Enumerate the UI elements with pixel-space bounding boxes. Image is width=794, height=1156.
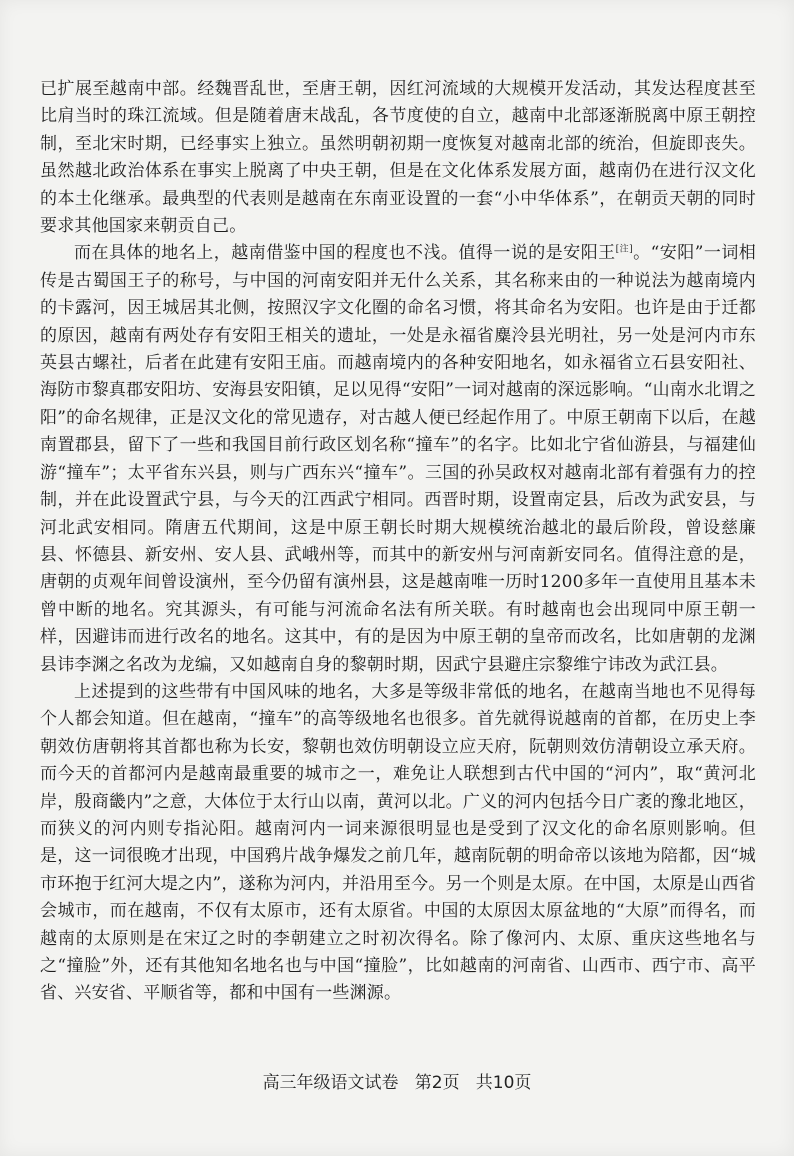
page-footer: 高三年级语文试卷 第2页 共10页 xyxy=(262,1073,532,1093)
paragraph-2-body: 。“安阳”一词相传是古蜀国王子的称号，与中国的河南安阳并无什么关系，其名称来由的一种说法为越南境内的卡露河，因王城居其北侧，按照汉字文化圈的命名习惯，将其命名为安阳。也许是由于迁都的原因，越南有两处存有安阳王相关的遗址，一处是永福省麋泠县光明社，另一处是河内市东英县古螺社，后者在此建有安阳王庙。而越南境内的各种安阳地名，如永福省立石县安阳社、海防市黎真郡安阳坊、安海县安阳镇，足以见得“安阳”一词对越南的深远影响。“山南水北谓之阳”的命名规律，正是汉文化的常见遗存，对古越人便已经起作用了。中原王朝南下以后，在越南置郡县，留下了一些和我国目前行政区划名称“撞车”的名字。比如北宁省仙游县，与福建仙游“撞车”；太平省东兴县，则与广西东兴“撞车”。三国的孙吴政权对越南北部有着强有力的控制，并在此设置武宁县，与今天的江西武宁相同。西晋时期，设置南定县，后改为武安县，与河北武安相同。隋唐五代期间，这是中原王朝长时期大规模统治越北的最后阶段，曾设慈廉县、怀德县、新安州、安人县、武峨州等，而其中的新安州与河南新安同名。值得注意的是，唐朝的贞观年间曾设演州，至今仍留有演州县，这是越南唯一历时1200多年一直使用且基本未曾中断的地名。究其源头，有可能与河流命名法有所关联。有时越南也会出现同中原王朝一样，因避讳而进行改名的地名。这其中，有的是因为中原王朝的皇帝而改名，比如唐朝的龙渊县讳李渊之名改为龙编，又如越南自身的黎朝时期，因武宁县避庄宗黎维宁讳改为武江县。 xyxy=(40,243,757,675)
paragraph-2 xyxy=(40,240,756,679)
paragraph-3: 上述提到的这些带有中国风味的地名，大多是等级非常低的地名，在越南当地也不见得每个人都会知道。但在越南，“撞车”的高等级地名也很多。首先就得说越南的首都，在历史上李朝效仿唐朝将其首都也称为长安，黎朝也效仿明朝设立应天府，阮朝则效仿清朝设立承天府。而今天的首都河内是越南最重要的城市之一，难免让人联想到古代中国的“河内”，取“黄河北岸，殷商畿内”之意，大体位于太行山以南，黄河以北。广义的河内包括今日广袤的豫北地区，而狭义的河内则专指沁阳。越南河内一词来源很明显也是受到了汉文化的命名原则影响。但是，这一词很晚才出现，中国鸦片战争爆发之前几年，越南阮朝的明命帝以该地为陪都，因“城市环抱于红河大堤之内”，遂称为河内，并沿用至今。另一个则是太原。在中国，太原是山西省会城市，而在越南，不仅有太原市，还有太原省。中国的太原因太原盆地的“大原”而得名，而越南的太原则是在宋辽之时的李朝建立之时初次得名。除了像河内、太原、重庆这些地名与之“撞脸”外，还有其他知名地名也与中国“撞脸”，比如越南的河南省、山西市、西宁市、高平省、兴安省、平顺省等，都和中国有一些渊源。 xyxy=(40,681,756,1004)
article-body xyxy=(40,76,756,1008)
paragraph-1: 已扩展至越南中部。经魏晋乱世，至唐王朝，因红河流域的大规模开发活动，其发达程度甚至比肩当时的珠江流域。但是随着唐末战乱，各节度使的自立，越南中北部逐渐脱离中原王朝控制，至北宋时期，已经事实上独立。虽然明朝初期一度恢复对越南北部的统治，但旋即丧失。虽然越北政治体系在事实上脱离了中央王朝，但是在文化体系发展方面，越南仍在进行汉文化的本土化继承。最典型的代表则是越南在东南亚设置的一套“小中华体系”，在朝贡天朝的同时要求其他国家来朝贡自己。 xyxy=(40,79,756,237)
paragraph-2-lead: 而在具体的地名上，越南借鉴中国的程度也不浅。值得一说的是安阳王 xyxy=(74,243,616,264)
footnote-marker: [注] xyxy=(615,244,633,255)
